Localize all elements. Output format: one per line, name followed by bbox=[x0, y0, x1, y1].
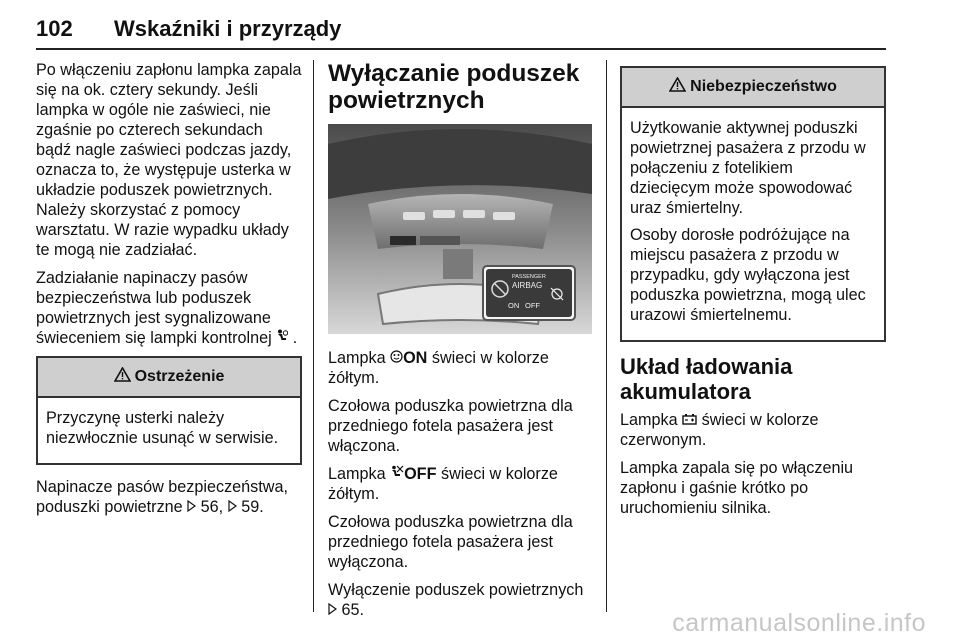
paragraph: Wyłączenie poduszek powietrznych 65. bbox=[328, 581, 584, 619]
column-divider bbox=[606, 60, 607, 612]
paragraph: Lampka zapala się po włączeniu zapłonu i gaśnie krótko po uruchomieniu silnika. bbox=[620, 459, 854, 517]
section-heading: Układ ładowania akumulatora bbox=[620, 354, 793, 404]
watermark: carmanualsonline.info bbox=[672, 609, 926, 637]
danger-body bbox=[622, 108, 884, 340]
paragraph: Napinacze pasów bezpieczeństwa, poduszki powietrzne 56, 59. bbox=[36, 478, 288, 516]
paragraph: Czołowa poduszka powietrzna dla przedniego fotela pasażera jest wyłączona. bbox=[328, 513, 573, 571]
paragraph: Po włączeniu zapłonu lampka zapala się na ok. cztery sekundy. Jeśli lampka w ogóle nie zaświeci, nie zgaśnie po czterech sekundach bądź nagle zaświeci podczas jazdy, oznacza to, że występuje usterka w układzie poduszek powietrznych. Należy skorzystać z pomocy warsztatu. W razie wypadku układy te mogą nie zadziałać. bbox=[36, 61, 302, 259]
warning-body bbox=[38, 398, 300, 463]
page-title: Wskaźniki i przyrządy bbox=[114, 16, 342, 41]
page-reference-link[interactable]: 65. bbox=[341, 601, 365, 619]
warning-box bbox=[36, 356, 302, 465]
warning-triangle-icon bbox=[669, 77, 686, 98]
paragraph: Zadziałanie napinaczy pasów bezpieczeństwa lub poduszek powietrznych jest sygnalizowane świeceniem się lampki kontrolnej . bbox=[36, 269, 298, 347]
battery-icon bbox=[682, 411, 697, 429]
photo-label: OFF bbox=[525, 301, 540, 310]
page-ref-arrow-icon bbox=[228, 498, 237, 516]
column-divider bbox=[313, 60, 314, 612]
page-number: 102 bbox=[36, 16, 73, 41]
danger-text: Użytkowanie aktywnej poduszki powietrznej pasażera z przodu w połączeniu z fotelikiem dziecięcym może spowodować uraz śmiertelny. bbox=[630, 119, 866, 217]
page-reference-link[interactable]: 56, bbox=[200, 498, 224, 516]
warning-triangle-icon bbox=[114, 367, 131, 388]
paragraph: Lampka świeci w kolorze czerwonym. bbox=[620, 411, 819, 449]
warning-text: Przyczynę usterki należy niezwłocznie usunąć w serwisie. bbox=[46, 409, 279, 447]
column-1 bbox=[36, 60, 302, 525]
warning-header bbox=[38, 358, 300, 398]
danger-title: Niebezpieczeństwo bbox=[690, 78, 837, 95]
paragraph: Czołowa poduszka powietrzna dla przedniego fotela pasażera jest włączona. bbox=[328, 397, 573, 455]
airbag-indicator-icon bbox=[276, 329, 293, 347]
page-ref-arrow-icon bbox=[328, 601, 337, 619]
danger-header bbox=[622, 68, 884, 108]
danger-text: Osoby dorosłe podróżujące na miejscu pasażera z przodu w przypadku, gdy wyłączona jest poduszka powietrzna, mogą ulec urazowi śmiertelnemu. bbox=[630, 226, 866, 324]
paragraph: Lampka OFF świeci w kolorze żółtym. bbox=[328, 465, 558, 503]
page-header bbox=[36, 14, 886, 50]
airbag-on-icon bbox=[390, 349, 403, 367]
photo-label: PASSENGER bbox=[512, 274, 546, 280]
airbag-panel-photo bbox=[328, 124, 592, 334]
danger-box bbox=[620, 66, 886, 342]
section-heading: Wyłączanie poduszek powietrznych bbox=[328, 60, 580, 114]
column-3 bbox=[620, 60, 886, 526]
airbag-off-icon bbox=[390, 465, 404, 483]
page-reference-link[interactable]: 59. bbox=[241, 498, 264, 516]
photo-label: AIRBAG bbox=[512, 281, 543, 290]
warning-title: Ostrzeżenie bbox=[134, 368, 225, 385]
column-2 bbox=[328, 60, 594, 628]
photo-label: ON bbox=[508, 301, 520, 310]
page-ref-arrow-icon bbox=[187, 498, 196, 516]
paragraph: Lampka ON świeci w kolorze żółtym. bbox=[328, 349, 549, 387]
